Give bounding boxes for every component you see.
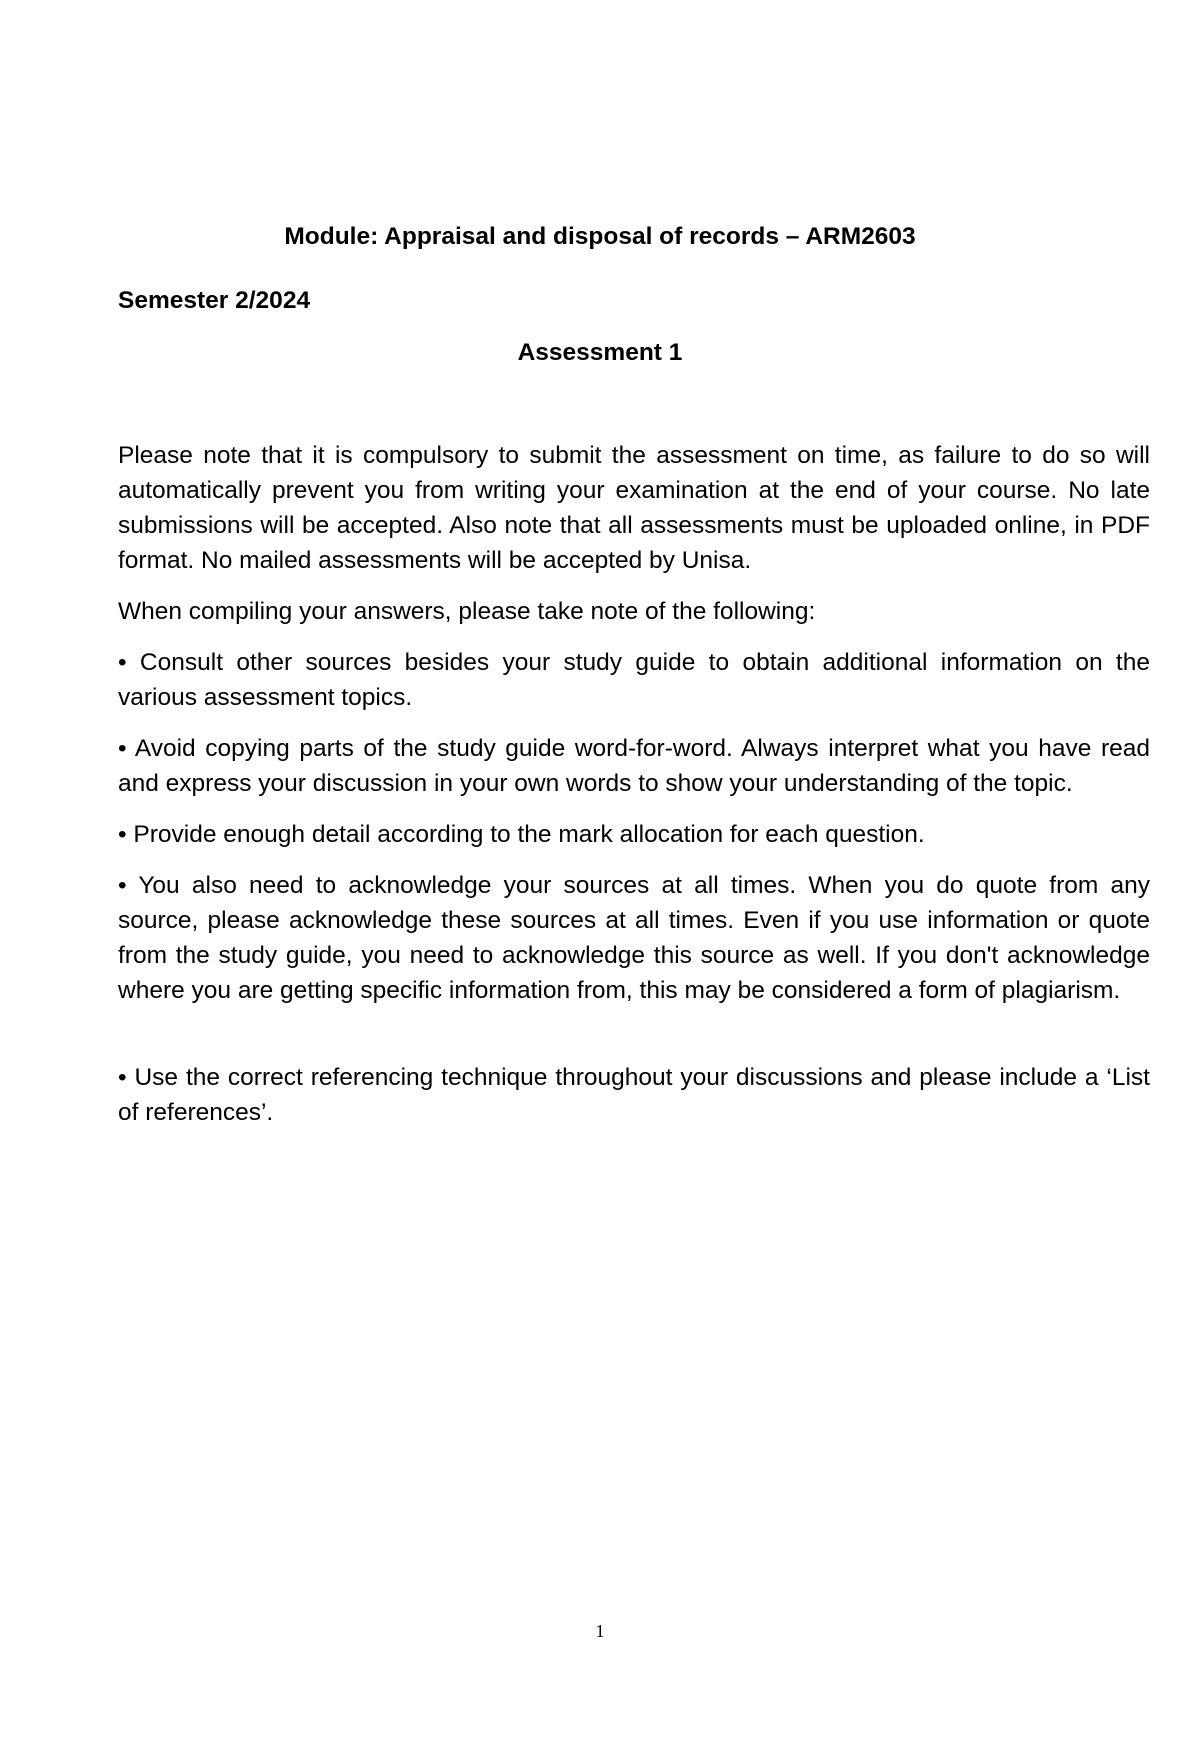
compiling-instructions: When compiling your answers, please take note of the following: [118,598,816,625]
semester-heading: Semester 2/2024 [118,287,311,314]
notice-paragraph: Please note that it is compulsory to submit the assessment on time, as failure to do so will automatically prevent you from writing your examination at the end of your course. No late submissions will be accepted. Also note that all assessments must be uploaded online, in PDF format. No mailed assessments will be accepted by Unisa. [118,442,1150,574]
document-body [118,438,1150,1146]
assessment-heading: Assessment 1 [517,339,683,366]
page-number: 1 [595,1621,605,1641]
bullet-provide-detail: • Provide enough detail according to the mark allocation for each question. [118,821,925,848]
bullet-avoid-copying: • Avoid copying parts of the study guide word-for-word. Always interpret what you have read and express your discussion in your own words to show your understanding of the topic. [118,735,1150,797]
bullet-referencing-technique: • Use the correct referencing technique throughout your discussions and please include a ‘List of references’. [118,1064,1150,1126]
bullet-consult-sources: • Consult other sources besides your study guide to obtain additional information on the various assessment topics. [118,649,1150,711]
bullet-acknowledge-sources: • You also need to acknowledge your sources at all times. When you do quote from any source, please acknowledge these sources at all times. Even if you use information or quote from the study guide, you need to acknowledge this source as well. If you don't acknowledge where you are getting specific information from, this may be considered a form of plagiarism. [118,872,1150,1004]
module-title: Module: Appraisal and disposal of records – ARM2603 [284,223,916,250]
